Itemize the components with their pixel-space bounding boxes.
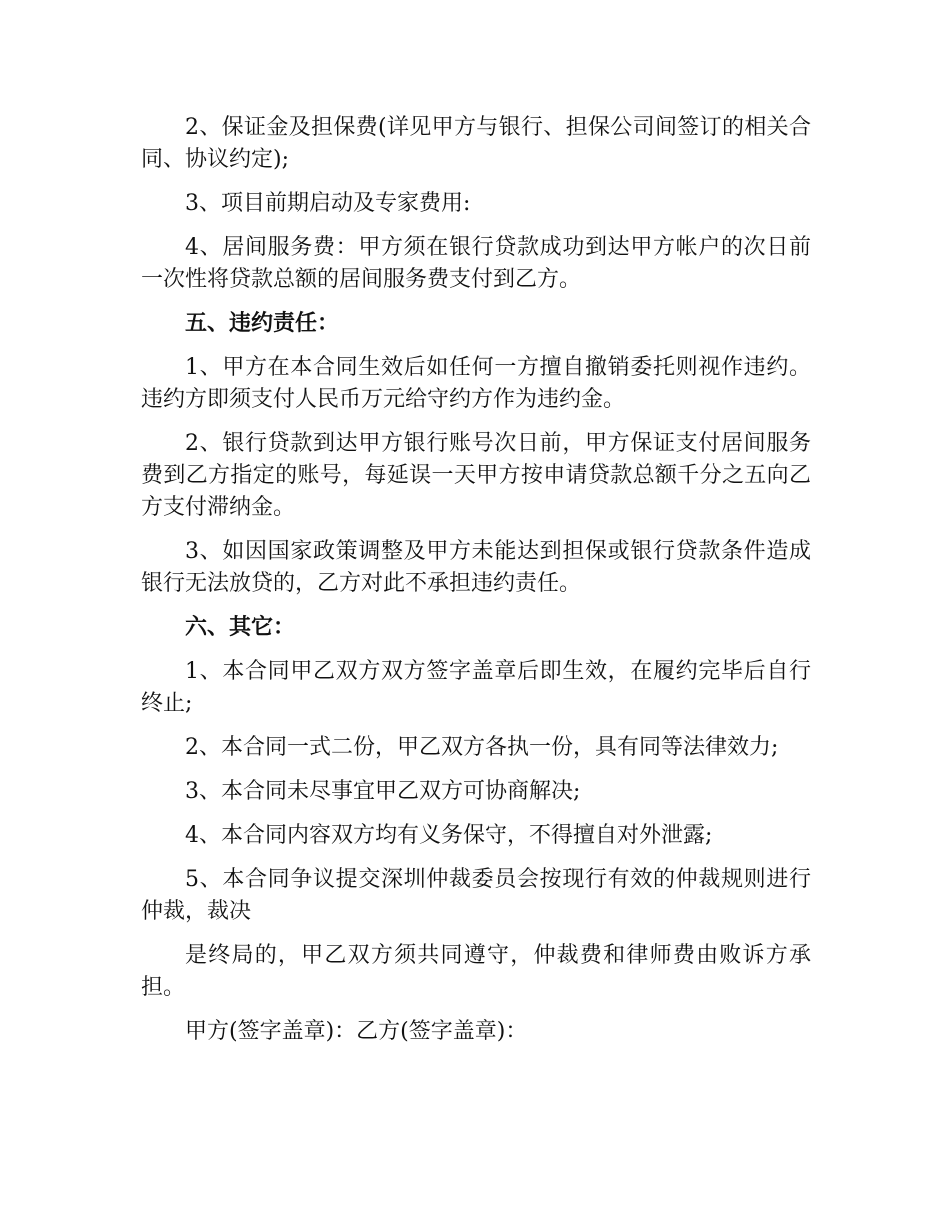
- clause-6-2: 2、本合同一式二份，甲乙双方各执一份，具有同等法律效力;: [185, 735, 779, 760]
- section-heading-other: 六、其它：: [185, 615, 296, 640]
- clause-4-2: 2、保证金及担保费(详见甲方与银行、担保公司间签订的相关合同、协议约定);: [141, 115, 811, 172]
- clause-6-1: 1、本合同甲乙双方双方签字盖章后即生效，在履约完毕后自行终止;: [141, 659, 811, 716]
- clause-5-1: 1、甲方在本合同生效后如任何一方擅自撤销委托则视作违约。违约方即须支付人民币万元给守约方作为违约金。: [141, 355, 811, 412]
- clause-4-3: 3、项目前期启动及专家费用:: [185, 191, 471, 216]
- section-heading-breach: 五、违约责任：: [185, 311, 340, 336]
- document-body: [141, 112, 811, 1060]
- clause-6-4: 4、本合同内容双方均有义务保守，不得擅自对外泄露;: [185, 823, 713, 848]
- clause-5-3: 3、如因国家政策调整及甲方未能达到担保或银行贷款条件造成银行无法放贷的，乙方对此不承担违约责任。: [141, 539, 811, 596]
- clause-6-3: 3、本合同未尽事宜甲乙双方可协商解决;: [185, 779, 581, 804]
- clause-4-4: 4、居间服务费：甲方须在银行贷款成功到达甲方帐户的次日前一次性将贷款总额的居间服务费支付到乙方。: [141, 235, 811, 292]
- clause-6-5-continued: 是终局的，甲乙双方须共同遵守，仲裁费和律师费由败诉方承担。: [141, 943, 811, 1000]
- signature-line: 甲方(签字盖章)：乙方(签字盖章)：: [185, 1019, 528, 1044]
- clause-5-2: 2、银行贷款到达甲方银行账号次日前，甲方保证支付居间服务费到乙方指定的账号，每延误一天甲方按申请贷款总额千分之五向乙方支付滞纳金。: [141, 431, 811, 520]
- clause-6-5: 5、本合同争议提交深圳仲裁委员会按现行有效的仲裁规则进行仲裁，裁决: [141, 867, 811, 924]
